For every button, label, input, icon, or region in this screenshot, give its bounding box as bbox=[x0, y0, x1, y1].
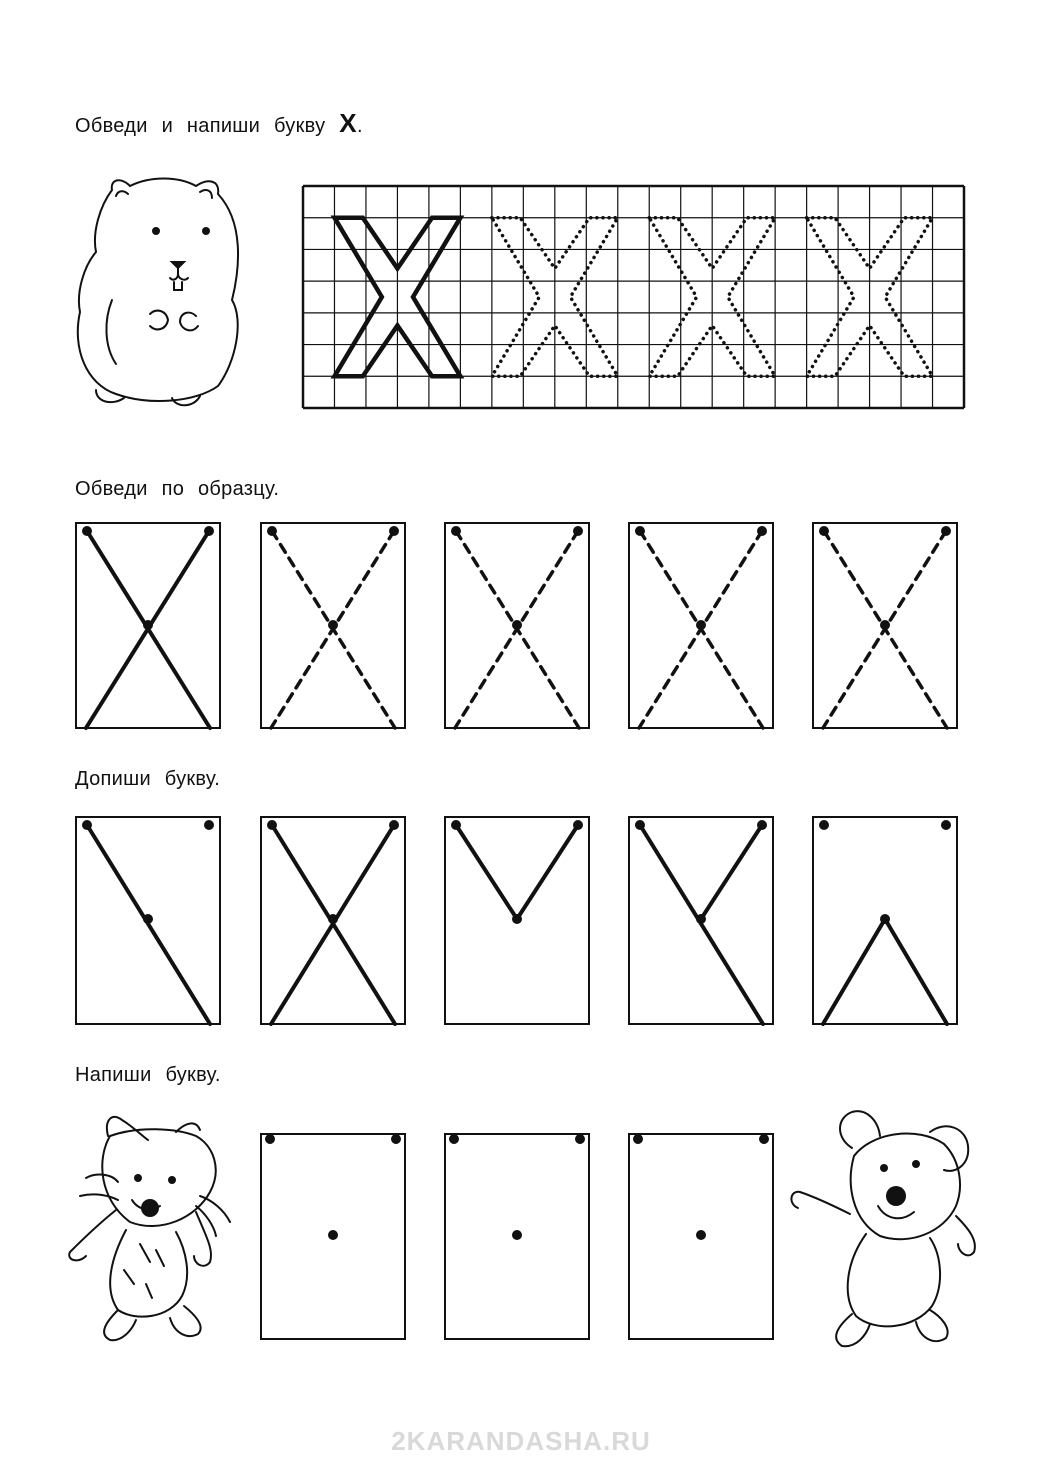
guide-dot bbox=[696, 620, 706, 630]
guide-dot bbox=[635, 526, 645, 536]
guide-dot bbox=[328, 914, 338, 924]
tracing-grid bbox=[303, 186, 964, 408]
solid-stroke bbox=[885, 919, 947, 1024]
guide-dot bbox=[389, 820, 399, 830]
kitten-icon bbox=[69, 1117, 230, 1340]
guide-dot bbox=[328, 620, 338, 630]
grid-letters bbox=[334, 218, 932, 377]
task1-period: . bbox=[356, 115, 363, 137]
write-the-letter-row bbox=[261, 1134, 773, 1339]
guide-dot bbox=[696, 914, 706, 924]
guide-dot bbox=[575, 1134, 585, 1144]
guide-dot bbox=[819, 820, 829, 830]
puppy-nose bbox=[886, 1186, 906, 1206]
guide-dot bbox=[204, 820, 214, 830]
puppy-eye-left bbox=[880, 1164, 888, 1172]
guide-dot bbox=[451, 820, 461, 830]
guide-dot bbox=[267, 820, 277, 830]
guide-dot bbox=[573, 526, 583, 536]
guide-dot bbox=[265, 1134, 275, 1144]
guide-dot bbox=[573, 820, 583, 830]
guide-dot bbox=[389, 526, 399, 536]
guide-dot bbox=[143, 914, 153, 924]
guide-dot bbox=[391, 1134, 401, 1144]
guide-dot bbox=[635, 820, 645, 830]
task3-instruction: Допиши букву. bbox=[75, 768, 221, 790]
guide-dot bbox=[449, 1134, 459, 1144]
guide-dot bbox=[941, 526, 951, 536]
guide-dot bbox=[512, 1230, 522, 1240]
solid-stroke bbox=[823, 919, 885, 1024]
guide-dot bbox=[759, 1134, 769, 1144]
hamster-eye-right bbox=[202, 227, 210, 235]
solid-stroke bbox=[456, 825, 517, 919]
guide-dot bbox=[941, 820, 951, 830]
hamster-eye-left bbox=[152, 227, 160, 235]
guide-dot bbox=[757, 820, 767, 830]
guide-dot bbox=[328, 1230, 338, 1240]
guide-dot bbox=[757, 526, 767, 536]
complete-the-letter-row bbox=[76, 817, 957, 1024]
guide-dot bbox=[696, 1230, 706, 1240]
kitten-nose bbox=[141, 1199, 159, 1217]
task1-letter: Х bbox=[339, 108, 357, 138]
hamster-icon bbox=[78, 179, 238, 406]
guide-dot bbox=[512, 620, 522, 630]
guide-dot bbox=[267, 526, 277, 536]
guide-dot bbox=[512, 914, 522, 924]
solid-stroke bbox=[701, 825, 762, 919]
puppy-icon bbox=[791, 1111, 974, 1346]
solid-stroke bbox=[517, 825, 578, 919]
task2-instruction: Обведи по образцу. bbox=[75, 478, 280, 500]
kitten-eye-right bbox=[168, 1176, 176, 1184]
solid-stroke bbox=[87, 825, 210, 1024]
guide-dot bbox=[880, 914, 890, 924]
guide-dot bbox=[633, 1134, 643, 1144]
guide-dot bbox=[880, 620, 890, 630]
trace-by-example-row bbox=[76, 523, 957, 728]
watermark: 2KARANDASHA.RU bbox=[391, 1426, 651, 1456]
task4-instruction: Напиши букву. bbox=[75, 1064, 221, 1086]
puppy-eye-right bbox=[912, 1160, 920, 1168]
task1-text: Обведи и напиши букву bbox=[75, 115, 326, 137]
guide-dot bbox=[82, 526, 92, 536]
guide-dot bbox=[451, 526, 461, 536]
guide-dot bbox=[204, 526, 214, 536]
guide-dot bbox=[819, 526, 829, 536]
guide-dot bbox=[143, 620, 153, 630]
guide-dot bbox=[82, 820, 92, 830]
kitten-eye-left bbox=[134, 1174, 142, 1182]
